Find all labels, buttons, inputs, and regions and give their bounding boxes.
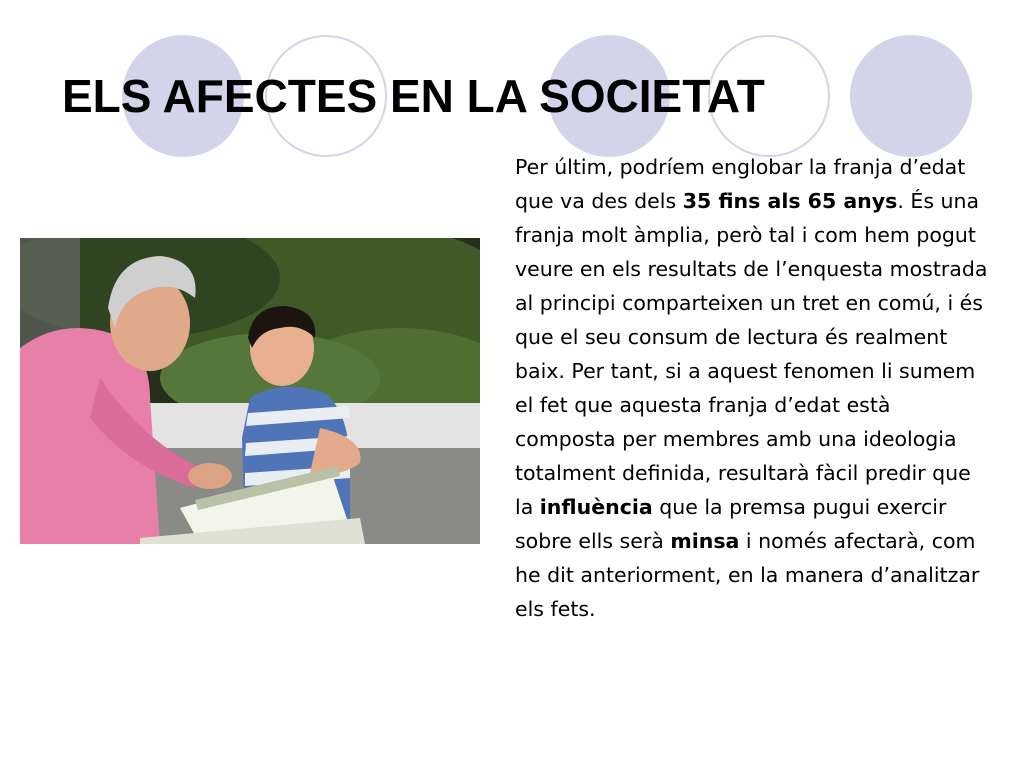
photo-grandfather-and-child-reading	[20, 238, 480, 544]
paragraph-text: que la premsa pugui exercir sobre ells serà	[515, 495, 947, 553]
paragraph-text: Per últim, podríem englobar la franja d’edat que va des dels	[515, 155, 966, 213]
paragraph-text: . És una franja molt àmplia, però tal i com hem pogut veure en els resultats de l’enquesta mostrada al principi comparteixen un tret en comú, i és que el seu consum de lectura és realment baix. Per tant, si a aquest fenomen li sumem el fet que aquesta franja d’edat està composta per membres amb una ideologia totalment definida, resultarà fàcil predir que la	[515, 189, 988, 519]
body-paragraph	[515, 150, 990, 626]
paragraph-text: i només afectarà, com he dit anteriorment, en la manera d’analitzar els fets.	[515, 529, 980, 621]
emphasis-minsa: minsa	[670, 529, 740, 553]
slide-title: ELS AFECTES EN LA SOCIETAT	[62, 70, 765, 122]
emphasis-influence: influència	[539, 495, 653, 519]
decorative-circle	[850, 35, 972, 157]
emphasis-age-range: 35 fins als 65 anys	[682, 189, 898, 213]
